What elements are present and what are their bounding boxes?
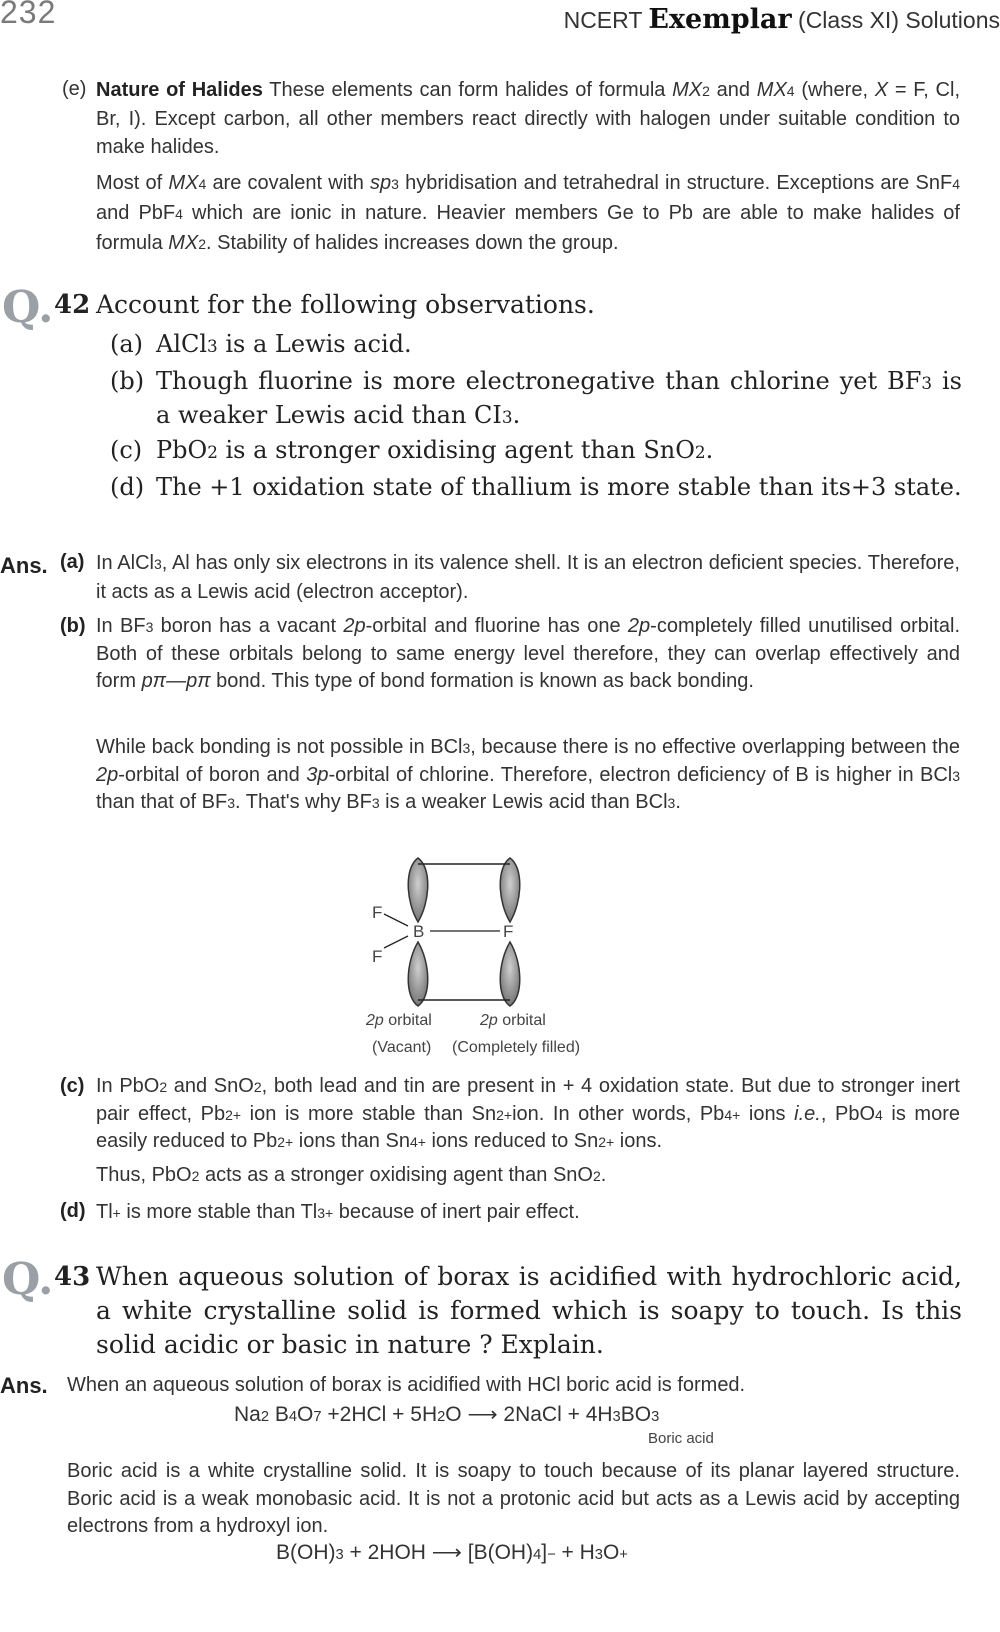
q42-d-label: (d) [110, 473, 145, 501]
boron-lower-lobe [408, 942, 428, 1006]
ans42-b-label: (b) [60, 615, 86, 637]
ans42-b-para2: While back bonding is not possible in BCl$_3$, because there is no effective overlapping between the 2p-orbital of boron and 3p-orbital of chlorine. Therefore, electron deficiency of B is higher in BCl$_3$ than that of $BF_3$. That's why $BF_3$ is a weaker Lewis acid than BCl$_3$. [96, 736, 961, 813]
header-bold: Exemplar [648, 4, 792, 35]
arrow-icon: ⟶ [431, 1541, 462, 1564]
q42-b-text: Though fluorine is more electronegative than chlorine yet $BF_3$ is a weaker Lewis acid than $CI_3$. [156, 367, 962, 429]
q42-c-text: PbO$_2$ is a stronger oxidising agent than SnO$_2$. [156, 436, 714, 464]
ans42-c-para1: In PbO$_2$ and SnO$_2$, both lead and tin are present in + 4 oxidation state. But due to stronger inert pair effect, $Pb^{2+}$ ion is more stable than $Sn^{2+}ion$. In other words, $Pb^{4+}$ ions i.e., PbO$_4$ is more easily reduced to $Pb^{2+}$ ions than $Sn^{4+}$ ions reduced to $Sn^{2+}$ ions. [96, 1075, 961, 1152]
running-header [564, 4, 1000, 35]
boric-acid-equation: $B(OH)_3 + 2HOH$ ⟶ $[B(OH)_4]^- + H_3O^+$ [276, 1541, 628, 1564]
question-mark-icon: Q. [2, 1254, 54, 1305]
ans42-c-para2: Thus, PbO$_2$ acts as a stronger oxidising agent than SnO$_2$. [96, 1164, 607, 1186]
boron-upper-lobe [408, 858, 428, 922]
caption-right: 2p orbital [480, 1012, 546, 1029]
atom-f-lower: F [372, 947, 383, 966]
ans42-label: Ans. [0, 553, 48, 578]
question-mark-icon: Q. [2, 282, 54, 333]
section-e-para1: Nature of Halides These elements can form halides of formula $MX_2$ and $MX_4$ (where, X = F, Cl, Br, I). Except carbon, all other members react directly with halogen under suitable condition to make halides. [96, 79, 961, 158]
q42-b-label: (b) [110, 367, 145, 395]
q42-title: Account for the following observations. [96, 290, 595, 319]
section-e-label: (e) [62, 78, 87, 100]
atom-f-upper: F [372, 903, 383, 922]
q43-title: When aqueous solution of borax is acidified with hydrochloric acid, a white crystalline solid is formed which is soapy to touch. Is this solid acidic or basic in nature ? Explain. [96, 1262, 962, 1359]
q42-d-text: The +1 oxidation state of thallium is more stable than its+3 state. [156, 473, 962, 501]
f-b-bond-upper [384, 914, 408, 926]
ans43-label: Ans. [0, 1373, 48, 1398]
q42-number: 42 [54, 290, 91, 320]
page-number: 232 [0, 0, 57, 30]
section-e-heading: Nature of Halides [96, 79, 263, 101]
caption-left-sub: (Vacant) [372, 1039, 432, 1056]
atom-b: B [413, 922, 425, 941]
fluorine-upper-lobe [500, 858, 520, 922]
ans42-d-text: Tl+ is more stable than $Tl^{3+}$ because of inert pair effect. [96, 1201, 580, 1223]
fluorine-lower-lobe [500, 942, 520, 1006]
q42-a-text: AlCl$_3$ is a Lewis acid. [156, 330, 412, 358]
header-suffix: (Class XI) Solutions [791, 7, 1000, 33]
boric-acid-label: Boric acid [648, 1430, 714, 1447]
ans42-c-label: (c) [60, 1075, 85, 1097]
atom-f-right: F [503, 922, 514, 941]
ans43-para: Boric acid is a white crystalline solid. It is soapy to touch because of its planar layered structure. Boric acid is a weak monobasic acid. It is not a protonic acid but acts as a Lewis acid by accepting electrons from a hydroxyl ion. [67, 1460, 960, 1537]
ans42-d-label: (d) [60, 1200, 86, 1222]
ans43-intro: When an aqueous solution of borax is acidified with HCl boric acid is formed. [67, 1374, 746, 1396]
f-b-bond-lower [384, 936, 408, 948]
back-bonding-diagram [360, 850, 560, 1010]
q42-a-label: (a) [110, 330, 144, 358]
ans42-a-label: (a) [60, 551, 85, 573]
ans42-a-text: In AlCl$_3$, Al has only six electrons in its valence shell. It is an electron deficient species. Therefore, it acts as a Lewis acid (electron acceptor). [96, 552, 960, 603]
borax-equation: $Na_2$ $B_4O_7 +2HCl + 5H_2O$ ⟶ 2NaCl + $4H_3BO_3$ [234, 1403, 660, 1426]
q42-c-label: (c) [110, 436, 143, 464]
section-e-para2: Most of $MX_4$ are covalent with $sp^3$ hybridisation and tetrahedral in structure. Exceptions are SnF$_4$ and PbF$_4$ which are ionic in nature. Heavier members Ge to Pb are able to make halides of formula $MX_2$. Stability of halides increases down the group. [96, 172, 960, 254]
caption-left: 2p orbital [366, 1012, 432, 1029]
q43-number: 43 [54, 1262, 91, 1292]
header-prefix: NCERT [563, 7, 649, 33]
arrow-icon: ⟶ [467, 1403, 498, 1426]
caption-right-sub: (Completely filled) [452, 1039, 581, 1056]
ans42-b-para1: In $BF_3$ boron has a vacant 2p-orbital and fluorine has one 2p-completely filled unutilised orbital. Both of these orbitals belong to same energy level therefore, they can overlap effectively and form pπ—pπ bond. This type of bond formation is known as back bonding. [96, 615, 961, 692]
